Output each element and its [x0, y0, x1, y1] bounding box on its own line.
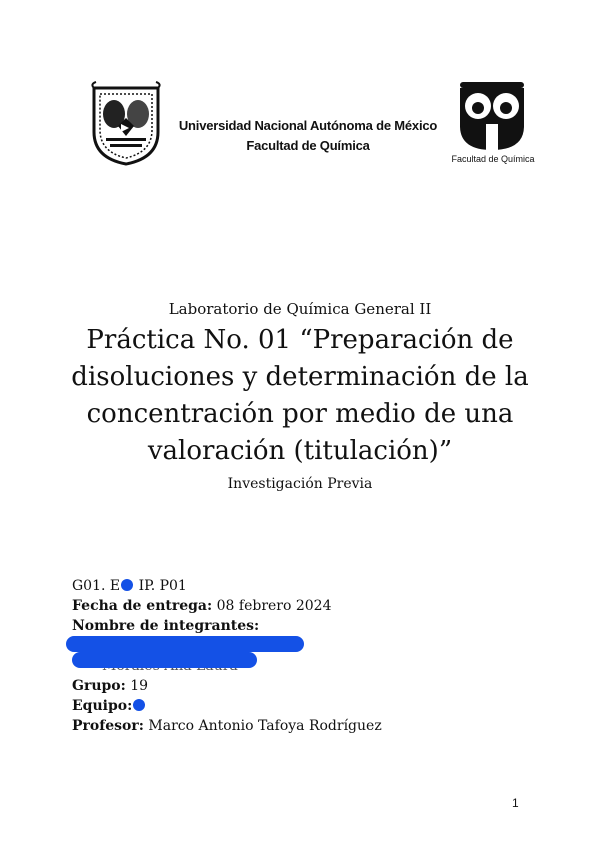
- redaction-mark: [66, 636, 304, 652]
- redaction-mark: [72, 652, 257, 668]
- delivery-value: 08 febrero 2024: [212, 598, 332, 614]
- team-label: Equipo:: [72, 698, 133, 714]
- group-row: [72, 676, 382, 696]
- practice-title: [40, 322, 560, 470]
- document-code: [72, 576, 382, 596]
- unam-seal-logo: [88, 80, 164, 166]
- group-label: Grupo:: [72, 678, 126, 694]
- professor-row: [72, 716, 382, 736]
- practice-title-line: Práctica No. 01 “Preparación de: [86, 325, 514, 355]
- code-end: IP. P01: [134, 578, 187, 594]
- document-subtitle: Investigación Previa: [227, 476, 373, 492]
- university-name: Universidad Nacional Autónoma de México: [178, 118, 438, 133]
- code-start: G01. E: [72, 578, 121, 594]
- faculty-owl-logo: [456, 80, 528, 152]
- practice-title-line: valoración (titulación)”: [147, 436, 453, 466]
- redaction-dot: [121, 579, 133, 591]
- team-row: [72, 696, 382, 716]
- members-heading: [72, 616, 382, 636]
- practice-title-line: concentración por medio de una: [86, 399, 514, 429]
- group-value: 19: [125, 678, 149, 694]
- members-label: Nombre de integrantes:: [72, 618, 260, 634]
- delivery-date: [72, 596, 382, 616]
- page-number: 1: [512, 796, 519, 810]
- redaction-dot: [133, 699, 145, 711]
- university-header: [170, 116, 446, 156]
- practice-title-line: disoluciones y determinación de la: [71, 362, 529, 392]
- delivery-label: Fecha de entrega:: [72, 598, 213, 614]
- professor-label: Profesor:: [72, 718, 144, 734]
- professor-value: Marco Antonio Tafoya Rodríguez: [143, 718, 382, 734]
- faculty-name: Facultad de Química: [246, 138, 370, 153]
- lab-name: Laboratorio de Química General II: [168, 300, 432, 318]
- faculty-logo-caption: Facultad de Química: [451, 154, 535, 164]
